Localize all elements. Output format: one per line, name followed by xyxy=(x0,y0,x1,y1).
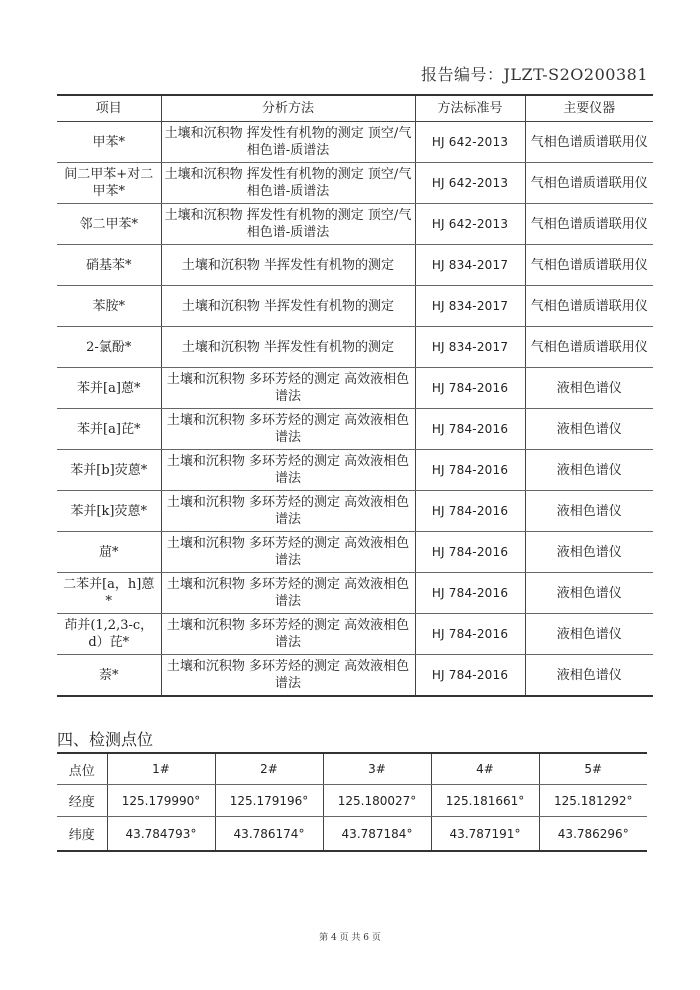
cell-standard: HJ 642-2013 xyxy=(415,204,525,245)
cell-method: 土壤和沉积物 多环芳烃的测定 高效液相色谱法 xyxy=(161,368,415,409)
point-id: 1# xyxy=(107,753,215,785)
cell-item: 苯并[b]荧蒽* xyxy=(57,450,161,491)
coordinate-label: 经度 xyxy=(57,785,107,817)
table-row xyxy=(57,655,653,697)
table-row xyxy=(57,122,653,163)
cell-instrument: 气相色谱质谱联用仪 xyxy=(525,204,653,245)
table-row xyxy=(57,450,653,491)
cell-item: 硝基苯* xyxy=(57,245,161,286)
cell-standard: HJ 784-2016 xyxy=(415,573,525,614)
detection-points-table xyxy=(57,752,647,852)
report-number: 报告编号：JLZT-S2O200381 xyxy=(420,65,648,84)
cell-standard: HJ 834-2017 xyxy=(415,245,525,286)
point-id: 5# xyxy=(539,753,647,785)
point-id: 4# xyxy=(431,753,539,785)
cell-instrument: 气相色谱质谱联用仪 xyxy=(525,163,653,204)
cell-standard: HJ 784-2016 xyxy=(415,532,525,573)
cell-item: 苯并[k]荧蒽* xyxy=(57,491,161,532)
cell-instrument: 气相色谱质谱联用仪 xyxy=(525,286,653,327)
table-row xyxy=(57,614,653,655)
points-header-row xyxy=(57,753,647,785)
header-instrument: 主要仪器 xyxy=(525,95,653,122)
table-row xyxy=(57,286,653,327)
cell-standard: HJ 784-2016 xyxy=(415,409,525,450)
coordinate-row xyxy=(57,817,647,852)
cell-method: 土壤和沉积物 半挥发性有机物的测定 xyxy=(161,286,415,327)
cell-method: 土壤和沉积物 挥发性有机物的测定 顶空/气相色谱-质谱法 xyxy=(161,163,415,204)
cell-method: 土壤和沉积物 半挥发性有机物的测定 xyxy=(161,245,415,286)
cell-item: 甲苯* xyxy=(57,122,161,163)
cell-method: 土壤和沉积物 多环芳烃的测定 高效液相色谱法 xyxy=(161,532,415,573)
cell-item: 苯并[a]蒽* xyxy=(57,368,161,409)
cell-item: 茚并(1,2,3-c，d）芘* xyxy=(57,614,161,655)
coordinate-value: 125.179990° xyxy=(107,785,215,817)
cell-standard: HJ 784-2016 xyxy=(415,614,525,655)
cell-instrument: 气相色谱质谱联用仪 xyxy=(525,245,653,286)
cell-instrument: 气相色谱质谱联用仪 xyxy=(525,122,653,163)
cell-instrument: 液相色谱仪 xyxy=(525,368,653,409)
cell-item: 2-氯酚* xyxy=(57,327,161,368)
cell-standard: HJ 784-2016 xyxy=(415,655,525,697)
coordinate-value: 125.179196° xyxy=(215,785,323,817)
cell-method: 土壤和沉积物 多环芳烃的测定 高效液相色谱法 xyxy=(161,491,415,532)
table-row xyxy=(57,163,653,204)
cell-method: 土壤和沉积物 挥发性有机物的测定 顶空/气相色谱-质谱法 xyxy=(161,204,415,245)
cell-item: 间二甲苯+对二甲苯* xyxy=(57,163,161,204)
point-id: 2# xyxy=(215,753,323,785)
table-row xyxy=(57,245,653,286)
cell-item: 䓛* xyxy=(57,532,161,573)
page-footer: 第 4 页 共 6 页 xyxy=(319,933,381,943)
cell-item: 苯并[a]芘* xyxy=(57,409,161,450)
cell-method: 土壤和沉积物 多环芳烃的测定 高效液相色谱法 xyxy=(161,450,415,491)
table-row xyxy=(57,491,653,532)
points-header-label: 点位 xyxy=(57,753,107,785)
cell-instrument: 液相色谱仪 xyxy=(525,491,653,532)
table-row xyxy=(57,327,653,368)
coordinate-value: 43.787184° xyxy=(323,817,431,852)
cell-method: 土壤和沉积物 多环芳烃的测定 高效液相色谱法 xyxy=(161,573,415,614)
cell-method: 土壤和沉积物 多环芳烃的测定 高效液相色谱法 xyxy=(161,655,415,697)
coordinate-value: 125.180027° xyxy=(323,785,431,817)
coordinate-label: 纬度 xyxy=(57,817,107,852)
cell-standard: HJ 784-2016 xyxy=(415,491,525,532)
cell-standard: HJ 834-2017 xyxy=(415,327,525,368)
header-item: 项目 xyxy=(57,95,161,122)
cell-standard: HJ 834-2017 xyxy=(415,286,525,327)
cell-instrument: 气相色谱质谱联用仪 xyxy=(525,327,653,368)
cell-standard: HJ 642-2013 xyxy=(415,122,525,163)
cell-instrument: 液相色谱仪 xyxy=(525,532,653,573)
cell-standard: HJ 642-2013 xyxy=(415,163,525,204)
coordinate-value: 125.181661° xyxy=(431,785,539,817)
cell-instrument: 液相色谱仪 xyxy=(525,409,653,450)
table-row xyxy=(57,204,653,245)
header-method: 分析方法 xyxy=(161,95,415,122)
cell-method: 土壤和沉积物 多环芳烃的测定 高效液相色谱法 xyxy=(161,409,415,450)
cell-item: 苯胺* xyxy=(57,286,161,327)
table-row xyxy=(57,409,653,450)
section-title-detection-points: 四、检测点位 xyxy=(57,730,154,749)
coordinate-value: 43.786174° xyxy=(215,817,323,852)
cell-instrument: 液相色谱仪 xyxy=(525,450,653,491)
coordinate-value: 125.181292° xyxy=(539,785,647,817)
table-header-row xyxy=(57,95,653,122)
header-standard: 方法标准号 xyxy=(415,95,525,122)
coordinate-row xyxy=(57,785,647,817)
cell-standard: HJ 784-2016 xyxy=(415,450,525,491)
coordinate-value: 43.786296° xyxy=(539,817,647,852)
cell-instrument: 液相色谱仪 xyxy=(525,573,653,614)
cell-standard: HJ 784-2016 xyxy=(415,368,525,409)
table-row xyxy=(57,532,653,573)
coordinate-value: 43.784793° xyxy=(107,817,215,852)
point-id: 3# xyxy=(323,753,431,785)
cell-item: 萘* xyxy=(57,655,161,697)
analysis-methods-table xyxy=(57,94,653,697)
cell-method: 土壤和沉积物 半挥发性有机物的测定 xyxy=(161,327,415,368)
cell-instrument: 液相色谱仪 xyxy=(525,614,653,655)
cell-method: 土壤和沉积物 多环芳烃的测定 高效液相色谱法 xyxy=(161,614,415,655)
cell-item: 邻二甲苯* xyxy=(57,204,161,245)
cell-instrument: 液相色谱仪 xyxy=(525,655,653,697)
table-row xyxy=(57,368,653,409)
cell-item: 二苯并[a，h]蒽* xyxy=(57,573,161,614)
table-row xyxy=(57,573,653,614)
coordinate-value: 43.787191° xyxy=(431,817,539,852)
cell-method: 土壤和沉积物 挥发性有机物的测定 顶空/气相色谱-质谱法 xyxy=(161,122,415,163)
